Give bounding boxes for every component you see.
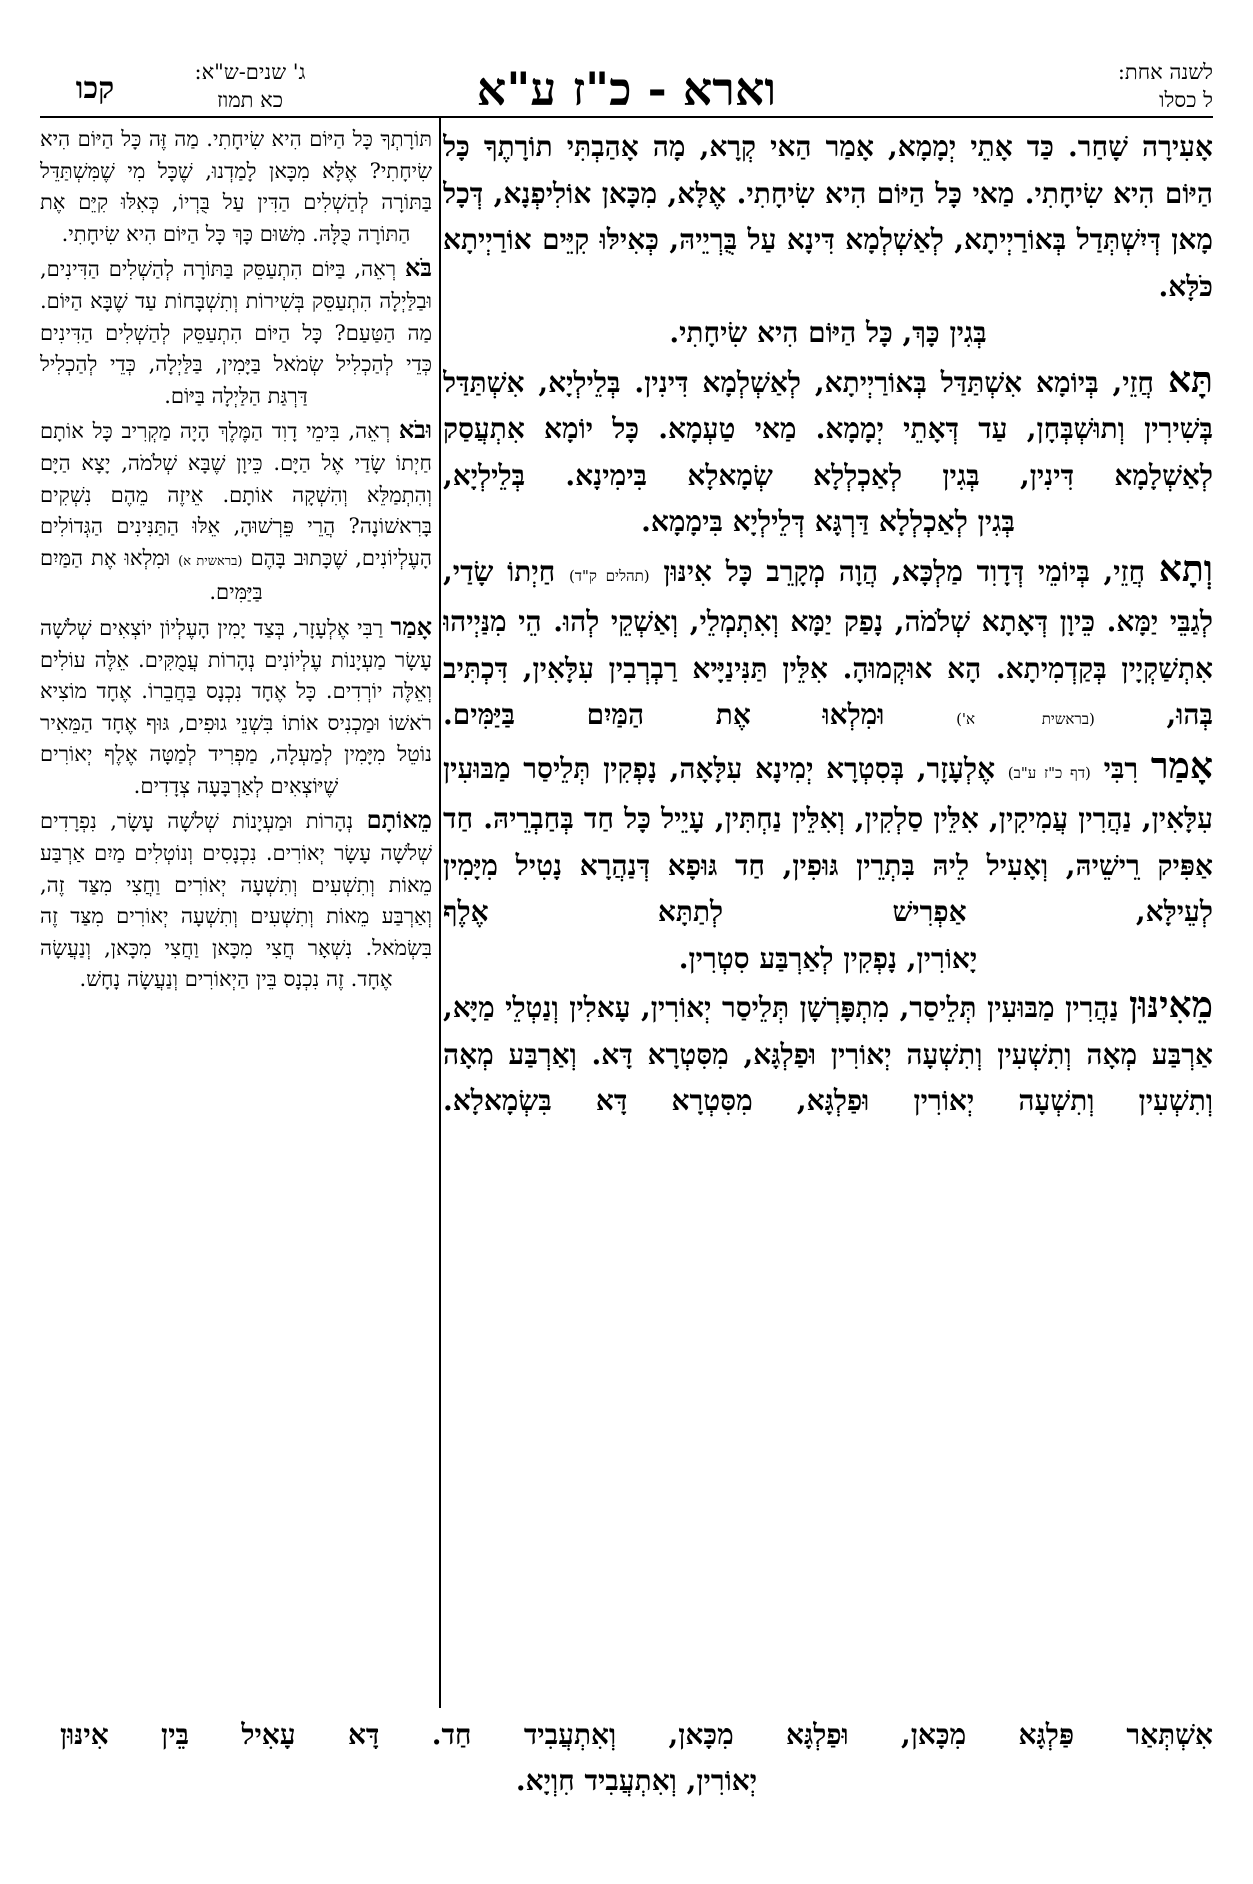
header-one-year-date: ל כסלו	[1159, 88, 1213, 112]
header-left	[150, 58, 350, 120]
citation: (דף כ"ז ע"ב)	[1007, 763, 1091, 782]
bottom-line-1: אִשְׁתְּאַר פַּלְגָּא מִכָּאן, וּפַלְגָּא מִכָּאן, וְאִתְעֲבִיד חַד. דָּא עָאִיל בֵּין אִינּוּן	[60, 1718, 1213, 1751]
main-paragraph-3: וְתָא חֲזֵי, בְּיוֹמֵי דְּדָוִד מַלְכָּא, הֲוָה מְקָרֵב כָּל אִינּוּן (תהלים ק"ד) חַיְתוֹ שָׂדַי, לְגַבֵּי יַמָּא. כֵּיוָן דְּאָתָא שְׁלֹמֹה, נָפַק יַמָּא וְאִתְמְלֵי, וְאַשְׁקֵי לְהוּ. הֵי מִנַּיְיהוּ אִתְשַׁקְיָין בְּקַדְמִיתָא. הָא אוּקְמוּהָ. אִלֵּין תַּנִּינַיָּיא רַבְרְבִין עִלָּאִין, דִּכְתִּיב בְּהוּ, (בראשית א') וּמִלְאוּ אֶת הַמַּיִם בַּיַּמִּים.	[443, 547, 1213, 731]
main-text-column	[443, 124, 1213, 1699]
bottom-line-2: יְאוֹרִין, וְאִתְעֲבִיד חִוְיָא.	[515, 1764, 758, 1797]
header-right	[953, 58, 1213, 120]
header-rule	[40, 116, 1213, 118]
translation-paragraph-0: תּוֹרָתְךָ כָּל הַיּוֹם הִיא שִׂיחָתִי. מַה זֶּה כָּל הַיּוֹם הִיא שִׂיחָתִי? אֶלָּא מִכָּאן לָמַדְנוּ, שֶׁכָּל מִי שֶׁמִּשְׁתַּדֵּל בַּתּוֹרָה לְהַשְׁלִים הַדִּין עַל בֻּרְיוֹ, כְּאִלּוּ קִיֵּם אֶת הַתּוֹרָה כֻּלָּהּ. מִשּׁוּם כָּךְ כָּל הַיּוֹם הִיא שִׂיחָתִי.	[40, 127, 432, 246]
citation: (תהלים ק"ד)	[568, 566, 650, 585]
translation-column	[40, 124, 432, 1709]
bottom-continuation	[60, 1712, 1213, 1804]
translation-paragraph-4: מֵאוֹתָם נְהָרוֹת וּמַעְיָנוֹת שְׁלֹשָׁה עָשָׂר, נִפְרָדִים שְׁלֹשָׁה עָשָׂר יְאוֹרִים. נִכְנָסִים וְנוֹטְלִים מַיִם אַרְבַּע מֵאוֹת וְתִשְׁעִים וְתִשְׁעָה יְאוֹרִים וַחֲצִי מִצַּד זֶה, וְאַרְבַּע מֵאוֹת וְתִשְׁעִים וְתִשְׁעָה יְאוֹרִים מִצַּד זֶה בִּשְׂמֹאל. נִשְׁאָר חֲצִי מִכָּאן וַחֲצִי מִכָּאן, וְנַעֲשָׂה אֶחָד. זֶה נִכְנָס בֵּין הַיְאוֹרִים וְנַעֲשָׂה נָחָשׁ.	[40, 805, 432, 992]
citation: (בראשית א)	[178, 553, 243, 569]
main-paragraph-4: אָמַר רִבִּי (דף כ"ז ע"ב) אֶלְעָזָר, בְּסִטְרָא יְמִינָא עִלָּאָה, נָפְקִין תְּלֵיסַר מַבּוּעִין עִלָּאִין, נַהֲרִין עֲמִיקִין, אִלֵּין סַלְקִין, וְאִלֵּין נַחְתִּין, עָיֵיל כָּל חַד בְּחַבְרֵיהּ. חַד אַפִּיק רֵישֵׁיהּ, וְאָעִיל לֵיהּ בִּתְרֵין גּוּפִין, חַד גּוּפָא דְּנַהֲרָא נָטִיל מִיָּמִין לְעֵילָּא, אַפְרִישׁ לְתַתָּא אֶלֶף	[443, 744, 1213, 928]
page-title: וארא - כ"ז ע"א	[476, 62, 777, 116]
translation-paragraph-3: אָמַר רַבִּי אֶלְעָזָר, בְּצַד יָמִין הָעֶלְיוֹן יוֹצְאִים שְׁלֹשָׁה עָשָׂר מַעְיָנוֹת עֶלְיוֹנִים נְהָרוֹת עֲמֻקִּים. אֵלֶּה עוֹלִים וְאֵלֶּה יוֹרְדִים. כָּל אֶחָד נִכְנָס בַּחֲבֵרוֹ. אֶחָד מוֹצִיא רֹאשׁוֹ וּמַכְנִיס אוֹתוֹ בִּשְׁנֵי גוּפִים, גּוּף אֶחָד הַמֵּאִיר נוֹטֵל מִיָּמִין לְמַעְלָה, מַפְרִיד לְמַטָּה אֶלֶף יְאוֹרִים שֶׁיּוֹצְאִים לְאַרְבָּעָה צְדָדִים.	[40, 611, 432, 798]
lead-word: וּבֹא	[398, 415, 432, 445]
main-paragraph-2: תָּא חֲזֵי, בְּיוֹמָא אִשְׁתַּדַּל בְּאוֹרַיְיתָא, לְאַשְׁלְמָא דִּינִין. בְּלֵילְיָא, אִשְׁתַּדַּל בְּשִׁירִין וְתוּשְׁבְּחָן, עַד דְּאָתֵי יְמָמָא. מַאי טַעְמָא. כָּל יוֹמָא אִתְעֲסַק לְאַשְׁלָמָא דִּינִין, בְּגִין לְאַכְלְלָא שְׂמָאלָא בִּימִינָא. בְּלֵילְיָא,	[443, 358, 1213, 492]
header-one-year-label: לשנה אחת:	[1117, 60, 1213, 84]
header-three-years-label: ג' שנים-ש"א:	[194, 60, 306, 84]
header-three-years-date: כא תמוז	[216, 88, 284, 112]
drop-word: אָמַר	[1150, 744, 1213, 787]
main-paragraph-5: מֵאִינּוּן נַהֲרִין מַבּוּעִין תְּלֵיסַר, מִתְפָּרְשָׁן תְּלֵיסַר יְאוֹרִין, עָאלִין וְנַטְלֵי מַיָּא, אַרְבַּע מְאָה וְתִשְׁעִין וְתִשְׁעָה יְאוֹרִין וּפַלְגָּא, מִסִּטְרָא דָּא. וְאַרְבַּע מְאָה וְתִשְׁעִין וְתִשְׁעָה יְאוֹרִין וּפַלְגָּא, מִסִּטְרָא דָּא בִּשְׂמָאלָא.	[443, 984, 1213, 1117]
drop-word: מֵאִינּוּן	[1129, 984, 1213, 1026]
citation: (בראשית א')	[956, 710, 1095, 728]
main-paragraph-1: אָעִירָה שָׁחַר. כַּד אָתֵי יְמָמָא, אָמַר הַאי קְרָא, מָה אָהַבְתִּי תוֹרָתֶךָ כָּל הַיּוֹם הִיא שִׂיחָתִי. מַאי כָּל הַיּוֹם הִיא שִׂיחָתִי. אֶלָּא, מִכָּאן אוֹלִיפְנָא, דְּכָל מָאן דְּיִשְׁתְּדַל בְּאוֹרַיְיתָא, לְאַשְׁלְמָא דִּינָא עַל בֻּרְיֵיהּ, כְּאִילּוּ קִיֵּים אוֹרַיְיתָא כֹּלָּא.	[443, 130, 1213, 303]
page-number: קכו	[75, 71, 115, 106]
drop-word: וְתָא	[1158, 547, 1213, 590]
main-paragraph-4-end: יָאוֹרִין, נָפְקִין לְאַרְבַּע סִטְרִין.	[678, 941, 978, 975]
lead-word: מֵאוֹתָם	[366, 805, 432, 835]
column-divider	[439, 118, 441, 1708]
drop-word: תָּא	[1167, 358, 1213, 401]
lead-word: בֹּא	[405, 253, 432, 283]
main-paragraph-2-end: בְּגִין לְאַכְלְלָא דַּרְגָּא דְּלֵילְיָא בִּימָמָא.	[641, 505, 1015, 538]
translation-paragraph-1: בֹּא רְאֵה, בַּיּוֹם הִתְעַסֵּק בַּתּוֹרָה לְהַשְׁלִים הַדִּינִים, וּבַלַּיְלָה הִתְעַסֵּק בְּשִׁירוֹת וְתִשְׁבָּחוֹת עַד שֶׁבָּא הַיּוֹם. מַה הַטַּעַם? כָּל הַיּוֹם הִתְעַסֵּק לְהַשְׁלִים הַדִּינִים כְּדֵי לְהַכְלִיל שְׂמֹאל בַּיָּמִין, בַּלַּיְלָה, כְּדֵי לְהַכְלִיל דַּרְגַּת הַלַּיְלָה בַּיּוֹם.	[40, 253, 432, 408]
translation-paragraph-2: וּבֹא רְאֵה, בִּימֵי דָוִד הַמֶּלֶךְ הָיָה מַקְרִיב כָּל אוֹתָם חַיְתוֹ שָׂדַי אֶל הַיָּם. כֵּיוָן שֶׁבָּא שְׁלֹמֹה, יָצָא הַיָּם וְהִתְמַלֵּא וְהִשְׁקָה אוֹתָם. אֵיזֶה מֵהֶם נִשְׁקִים בָּרִאשׁוֹנָה? הֲרֵי פֵּרְשׁוּהָ, אֵלּוּ הַתַּנִּינִים הַגְּדוֹלִים הָעֶלְיוֹנִים, שֶׁכָּתוּב בָּהֶם (בראשית א) וּמִלְאוּ אֶת הַמַּיִם בַּיַּמִּים.	[40, 415, 432, 605]
main-paragraph-1-end: בְּגִין כָּךְ, כָּל הַיּוֹם הִיא שִׂיחָתִי.	[669, 316, 987, 349]
lead-word: אָמַר	[390, 611, 432, 641]
